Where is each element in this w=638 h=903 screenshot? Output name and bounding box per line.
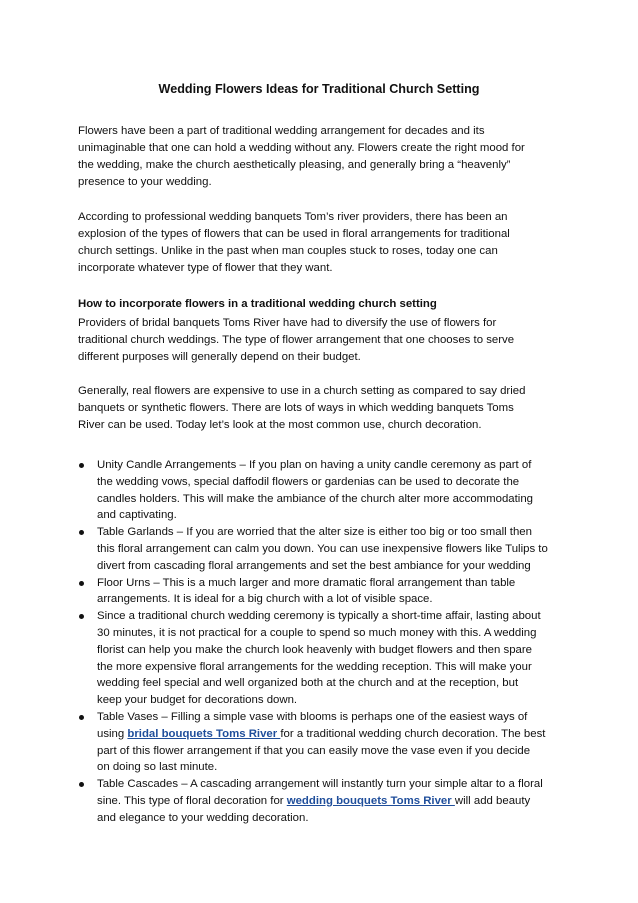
paragraph-intro xyxy=(78,123,568,191)
text-line: arrangements. It is ideal for a big church with a lot of visible space. xyxy=(97,593,433,606)
bullet-icon xyxy=(79,463,84,468)
text-line: divert from cascading floral arrangements and set the best ambiance for your wedding xyxy=(97,559,531,572)
text-line: Generally, real flowers are expensive to use in a church setting as compared to say dried xyxy=(78,385,526,397)
text-line xyxy=(97,793,578,810)
text-line: incorporate whatever type of flower that they want. xyxy=(78,262,333,274)
bullet-icon xyxy=(79,581,84,586)
bullet-icon xyxy=(79,614,84,619)
text-line: Unity Candle Arrangements – If you plan on having a unity candle ceremony as part of xyxy=(97,459,532,471)
paragraph-generally xyxy=(78,383,568,434)
text-line: on doing so last minute. xyxy=(97,761,218,774)
text-line: this floral arrangement can calm you down. You can use inexpensive flowers like Tulips to xyxy=(97,542,548,555)
text-line: According to professional wedding banquets Tom’s river providers, there has been an xyxy=(78,211,508,223)
text-line: Since a traditional church wedding ceremony is typically a short-time affair, lasting about xyxy=(97,610,541,623)
text-line: the more expensive floral arrangements for the wedding reception. This will make your xyxy=(97,660,532,673)
text-fragment: using xyxy=(97,727,128,740)
text-fragment: for a traditional wedding church decoration. The best xyxy=(280,727,546,740)
text-line: keep your budget for decorations down. xyxy=(97,694,298,707)
text-line: River can be used. Today let’s look at the most common use, church decoration. xyxy=(78,419,482,431)
text-line: Flowers have been a part of traditional wedding arrangement for decades and its xyxy=(78,125,485,137)
paragraph-providers xyxy=(78,209,568,277)
list-item xyxy=(78,457,578,524)
text-line: 30 minutes, it is not practical for a couple to spend so much money with this. A wedding xyxy=(97,626,537,639)
text-line: the wedding, make the church aesthetically pleasing, and generally bring a “heavenly” xyxy=(78,159,511,171)
text-line: Floor Urns – This is a much larger and more dramatic floral arrangement than table xyxy=(97,576,516,589)
text-line: Table Cascades – A cascading arrangement will instantly turn your simple altar to a floral xyxy=(97,778,543,791)
text-line: presence to your wedding. xyxy=(78,176,212,188)
text-line: church settings. Unlike in the past when man couples stuck to roses, today one can xyxy=(78,245,498,257)
text-line: part of this flower arrangement if that you can easily move the vase even if you decide xyxy=(97,744,531,757)
text-fragment: sine. This type of floral decoration for xyxy=(97,794,287,807)
text-line: banquets or synthetic flowers. There are lots of ways in which wedding banquets Toms xyxy=(78,402,514,414)
wedding-bouquets-link[interactable]: wedding bouquets Toms River xyxy=(286,794,455,807)
document-title: Wedding Flowers Ideas for Traditional Church Setting xyxy=(158,82,480,96)
text-line: wedding feel special and well organized both at the church and at the reception, but xyxy=(97,677,519,690)
text-line: Table Garlands – If you are worried that the alter size is either too big or too small then xyxy=(97,526,532,539)
section-heading: How to incorporate flowers in a traditional wedding church setting xyxy=(78,298,437,310)
text-line: and elegance to your wedding decoration. xyxy=(97,811,309,824)
list-item xyxy=(78,575,578,609)
bullet-list xyxy=(78,457,578,827)
bridal-bouquets-link[interactable]: bridal bouquets Toms River xyxy=(127,727,281,740)
paragraph-bridal xyxy=(78,315,568,366)
bullet-icon xyxy=(79,530,84,535)
text-fragment: will add beauty xyxy=(454,794,531,807)
list-item xyxy=(78,776,578,826)
text-line: the wedding vows, special daffodil flowers or gardenias can be used to decorate the xyxy=(97,475,520,488)
text-line: unimaginable that one can hold a wedding without any. Flowers create the right mood for xyxy=(78,142,525,154)
text-line: different purposes will generally depend on their budget. xyxy=(78,351,361,363)
text-line: explosion of the types of flowers that can be used in floral arrangements for traditional xyxy=(78,228,510,240)
text-line: and captivating. xyxy=(97,509,177,522)
list-item xyxy=(78,608,578,709)
list-item xyxy=(78,524,578,574)
list-item xyxy=(78,709,578,776)
text-line: traditional church weddings. The type of flower arrangement that one chooses to serve xyxy=(78,334,515,346)
text-line: florist can help you make the church look heavenly with budget flowers and then spare xyxy=(97,643,532,656)
bullet-icon xyxy=(79,715,84,720)
text-line: Table Vases – Filling a simple vase with blooms is perhaps one of the easiest ways of xyxy=(97,710,528,723)
bullet-icon xyxy=(79,782,84,787)
text-line xyxy=(97,726,578,743)
text-line: candles holders. This will make the ambiance of the church alter more accommodating xyxy=(97,492,534,505)
text-line: Providers of bridal banquets Toms River have had to diversify the use of flowers for xyxy=(78,317,497,329)
